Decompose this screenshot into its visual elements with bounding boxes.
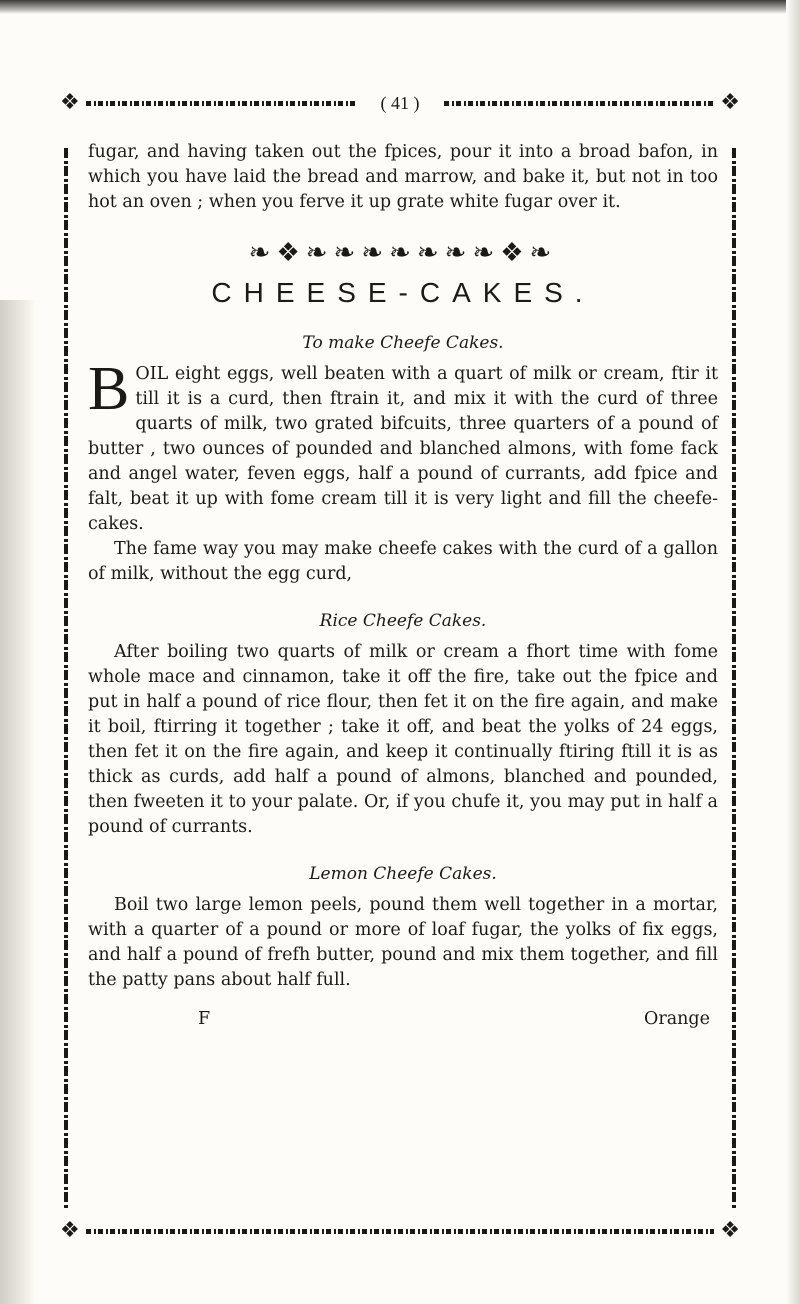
header-rule-left — [86, 101, 357, 106]
signature-mark: F — [198, 1009, 211, 1029]
right-border-rule — [732, 148, 736, 1208]
recipe-body-text: OIL eight eggs, well beaten with a quart of milk or cream, ftir it till it is a curd, then ftrain it, and mix it with the curd of three quarts of milk, two grated bifcuits, three quarters of a pound of butter , two ounces of pounded and blanched almons, with fome fack and angel water, feven eggs, half a pound of currants, add fpice and falt, beat it up with fome cream till it is very light and fill the cheefe-cakes. — [88, 364, 718, 534]
catchword: Orange — [644, 1009, 710, 1029]
section-heading: CHEESE-CAKES. — [211, 277, 595, 308]
page-footer — [88, 1007, 718, 1032]
recipe-title: To make Cheefe Cakes. — [302, 333, 504, 353]
intro-paragraph: fugar, and having taken out the fpices, pour it into a broad bafon, in which you have laid the bread and marrow, and bake it, but not in too hot an oven ; when you ferve it up grate white fugar over it. — [88, 142, 718, 212]
recipe-title: Rice Cheefe Cakes. — [319, 611, 487, 631]
ornament-divider: ❧❖❧❧❧❧❧❧❧❖❧ — [248, 238, 558, 268]
page-edge-left — [0, 300, 36, 1304]
left-ornament-icon: ❖ — [60, 1218, 80, 1243]
recipe-body: Boil two large lemon peels, pound them well together in a mortar, with a quarter of a pound or more of loaf fugar, the yolks of fix eggs, and half a pound of frefh butter, pound and mix them together, and fill the patty pans about half full. — [88, 895, 718, 990]
recipe-body: After boiling two quarts of milk or cream a fhort time with fome whole mace and cinnamon, take it off the fire, take out the fpice and put in half a pound of rice flour, then fet it on the fire again, and make it boil, ftirring it together ; take it off, and beat the yolks of 24 eggs, then fet it on the fire again, and keep it continually ftiring ftill it is as thick as curds, add half a pound of almons, blanched and pounded, then fweeten it to your palate. Or, if you chufe it, you may put in half a pound of currants. — [88, 642, 718, 837]
footer-rule — [86, 1229, 715, 1234]
header-border — [60, 90, 740, 116]
left-ornament-icon: ❖ — [60, 90, 80, 115]
right-ornament-icon: ❖ — [720, 1218, 740, 1243]
page-edge-right — [786, 0, 800, 1304]
left-border-rule — [64, 148, 68, 1208]
recipe-body — [88, 355, 718, 537]
footer-border — [60, 1218, 740, 1244]
recipe-note: The fame way you may make cheefe cakes with the curd of a gallon of milk, without the egg curd, — [88, 539, 718, 584]
page-edge-top — [0, 0, 800, 14]
page-number: ( 41 ) — [380, 92, 420, 113]
header-rule-right — [444, 101, 715, 106]
page-content — [88, 140, 718, 1032]
recipe-title: Lemon Cheefe Cakes. — [309, 864, 497, 884]
drop-cap: B — [88, 355, 130, 423]
right-ornament-icon: ❖ — [720, 90, 740, 115]
